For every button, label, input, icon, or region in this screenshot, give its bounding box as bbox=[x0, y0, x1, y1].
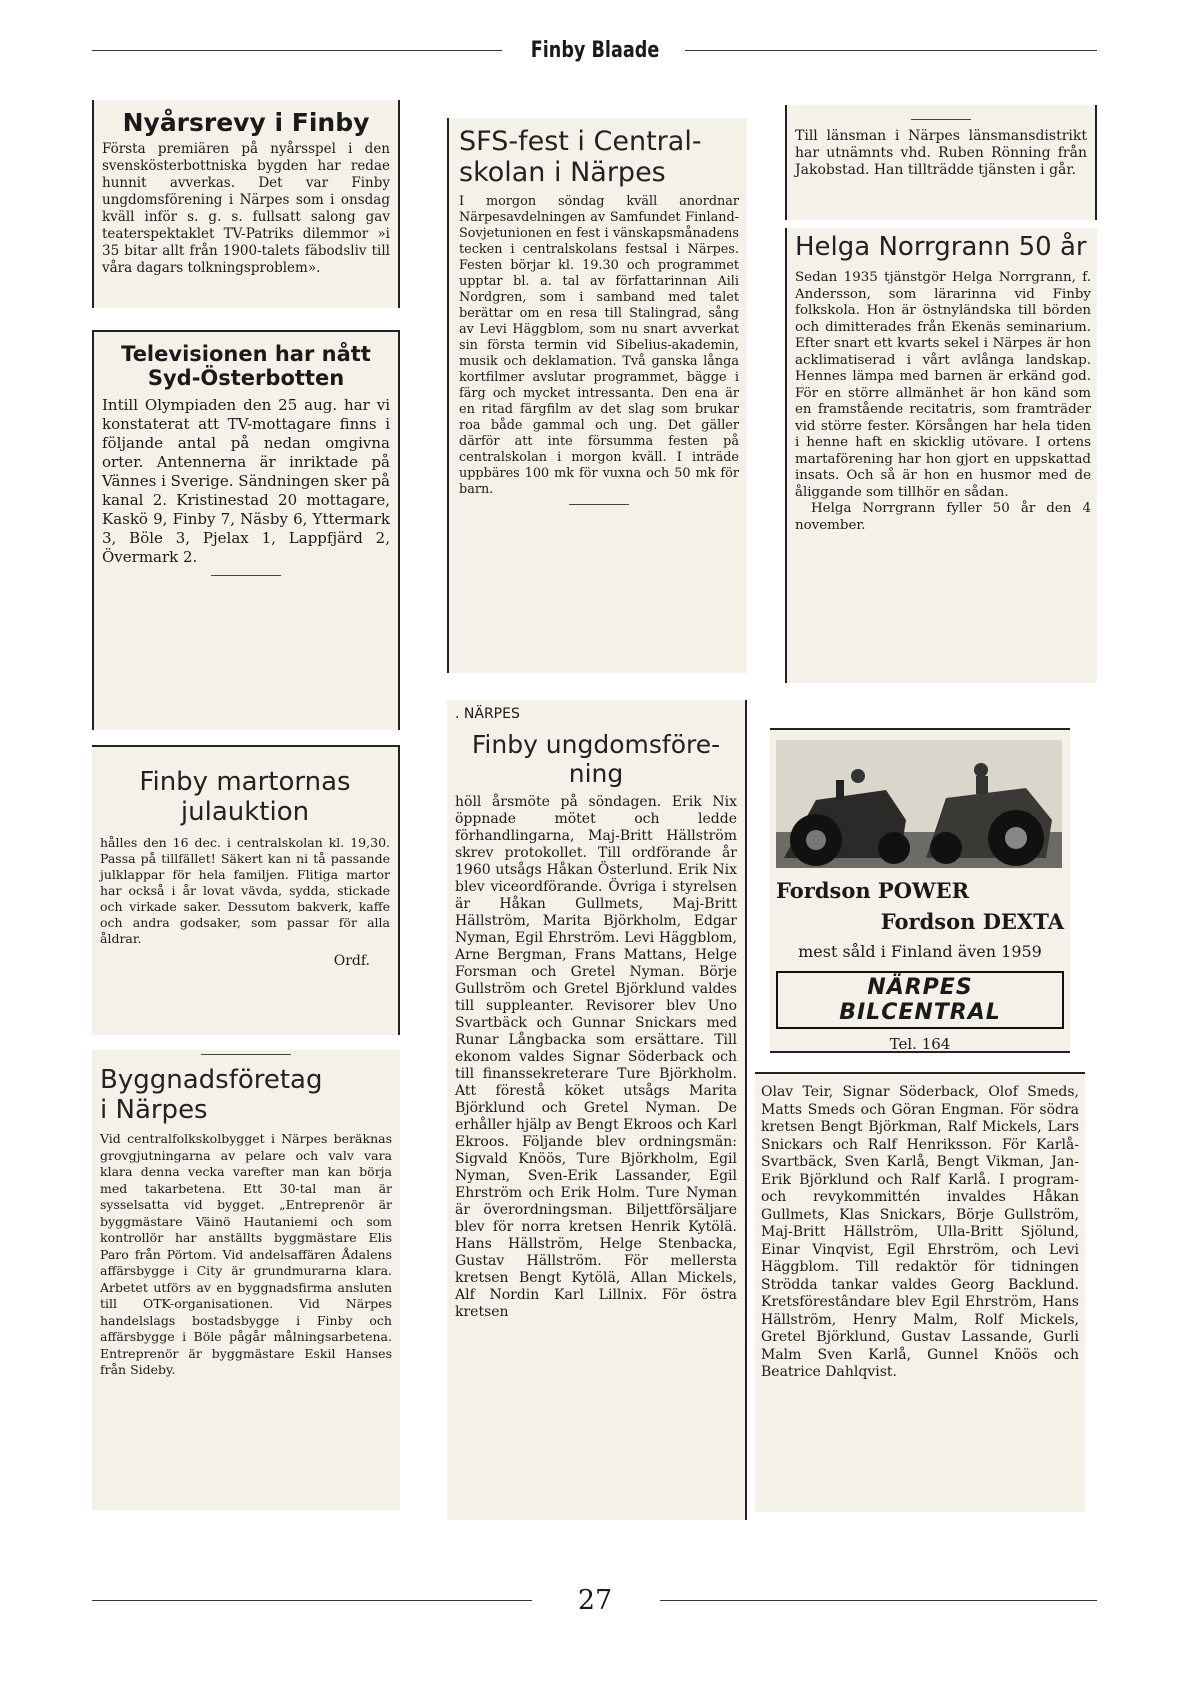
sfs-title-line2: skolan i Närpes bbox=[459, 157, 666, 188]
clipping-helga bbox=[785, 228, 1097, 683]
fordson-sales-line: mest såld i Finland även 1959 bbox=[798, 942, 1042, 961]
footer-rule-right bbox=[660, 1600, 1097, 1601]
byggnad-body: Vid centralfolkskolbygget i Närpes beräknas grovgjutningarna av pelare och valv vara klara denna vecka varefter man kan börja med takarbetena. Ett 30-tal man är sysselsatta vid bygget. „Entreprenör är byggmästare Väinö Hautaniemi och som kontrollör har anställts byggmästare Elis Paro från Pörtom. Vid andelsaffären Ådalens affärsbygge i City är grundmurarna klara. Arbetet utförs av en byggnadsfirma ansluten till OTK-organisationen. Vid Närpes handelslags bostadsbygge i Finby och affärsbygge i Böle pågår målningsarbetena. Entreprenör är byggmästare Eskil Hanses från Sideby. bbox=[100, 1131, 392, 1377]
clipping-ungdom-continuation bbox=[755, 1072, 1085, 1512]
clipping-sfs bbox=[447, 118, 747, 673]
page-header-title: Finby Blaade bbox=[530, 38, 660, 63]
clipping-nyarsrevy bbox=[92, 100, 400, 308]
footer-rule-left bbox=[92, 1600, 532, 1601]
byggnad-title-line1: Byggnadsföretag bbox=[100, 1065, 323, 1095]
ungdom-title-line2: ning bbox=[568, 759, 624, 788]
clipping-martornas bbox=[92, 745, 400, 1035]
clipping-ungdom bbox=[447, 700, 747, 1520]
sfs-body: I morgon söndag kväll anordnar Närpesavdelningen av Samfundet Finland-Sovjetunionen en fest i vänskapsmånadens tecken i centralskolans festsal i Närpes. Festen börjar kl. 19.30 och programmet upptar bl. a. tal av författarinnan Aili Nordgren, som i samband med talet berättar om en resa till Stalingrad, sång av Levi Häggblom, som nu snart avverkat sin första termin vid Sibelius-akademin, musik och deklamation. Två ganska långa kortfilmer avslutar programmet, bägge i färg och mycket intressanta. Den ena är en ritad färgfilm av det slag som brukar roa både gammal och ung. Det gäller därför att inte försumma festen på centralskolan i morgon kväll. I inträde uppbäres 100 mk för vuxna och 50 mk för barn. bbox=[459, 194, 739, 497]
sfs-title-line1: SFS-fest i Central- bbox=[459, 126, 702, 157]
fordson-telephone: Tel. 164 bbox=[889, 1035, 951, 1053]
clipping-televisionen bbox=[92, 330, 400, 730]
fordson-dexta-line: Fordson DEXTA bbox=[880, 909, 1064, 934]
page-number: 27 bbox=[577, 1585, 613, 1616]
lansman-body: Till länsman i Närpes länsmansdistrikt har utnämnts vhd. Ruben Rönning från Jakobstad. Han tillträdde tjänsten i går. bbox=[795, 128, 1087, 178]
fordson-advertisement bbox=[770, 728, 1070, 1053]
televisionen-end-rule bbox=[211, 575, 281, 576]
sfs-end-rule bbox=[569, 504, 629, 505]
clipping-lansman bbox=[785, 105, 1097, 220]
tractor-illustration bbox=[776, 740, 1062, 868]
helga-closing: Helga Norrgrann fyller 50 år den 4 november. bbox=[795, 501, 1091, 533]
header-rule-right bbox=[685, 50, 1097, 51]
lansman-top-rule bbox=[911, 119, 971, 120]
martornas-title-line2: julauktion bbox=[180, 797, 310, 827]
helga-body: Sedan 1935 tjänstgör Helga Norrgrann, f. Andersson, som lärarinna vid Finby folkskola. Hon är östnyländska till börden och dimitterades från Ekenäs seminarium. Efter snart ett kvarts sekel i Närpes är hon acklimatiserad i vårt avlånga landskap. Hennes lämpa med barnen är erkänd god. För en större allmänhet är hon känd som en framstående recitatris, som framträder vid större fester. Körsången har hela tiden i henne haft en skicklig utövare. I ortens martaförening har hon gjort en uppskattad insats. Och så är hon en husmor med de åliggande som tillhör en sådan. bbox=[795, 270, 1091, 500]
clipping-byggnad bbox=[92, 1050, 400, 1510]
nyarsrevy-title: Nyårsrevy i Finby bbox=[122, 108, 370, 137]
ungdom-body: höll årsmöte på söndagen. Erik Nix öppnade mötet och ledde förhandlingarna, Maj-Britt Hällström skrev protokollet. Till ordförande år 1960 utsågs Håkan Österlund. Erik Nix blev viceordförande. Övriga i styrelsen är Håkan Gullmets, Maj-Britt Hällström, Marita Björkholm, Edgar Nyman, Egil Ehrström. Levi Häggblom, Arne Bergman, Frans Mattans, Helge Forsman och Gretel Nyman. Börje Gullström och Gretel Björklund valdes till suppleanter. Revisorer blev Uno Svartbäck och Gunnar Snickars med Runar Långbacka som ersättare. Till ekonom valdes Signar Söderback och till finanssekreterare Ture Björkholm. Att förestå köket utsågs Marita Björklund och Gretel Nyman. De erhåller hjälp av Bengt Ekroos och Karl Ekroos. Följande blev ordningsmän: Sigvald Knöös, Ture Björkholm, Egil Nyman, Sven-Erik Lassander, Egil Ehrström och Erik Holm. Ture Nyman är överordningsman. Biljettförsäljare blev för norra kretsen Henrik Kytölä. Hans Hällström, Helge Stenbacka, Gustav Hällström. För mellersta kretsen Bengt Kytölä, Allan Mickels, Alf Nordin Karl Lillnix. För östra kretsen bbox=[455, 794, 737, 1320]
header-rule-left bbox=[92, 50, 502, 51]
televisionen-body: Intill Olympiaden den 25 aug. har vi konstaterat att TV-mottagare finns i följande antal på nedan omgivna orter. Antennerna är inriktade på Vännes i Sverige. Sändningen sker på kanal 2. Kristinestad 20 mottagare, Kaskö 9, Finby 7, Näsby 6, Yttermark 3, Böle 3, Pjelax 1, Lappfjärd 2, Övermark 2. bbox=[102, 396, 390, 566]
ungdom-kicker: . NÄRPES bbox=[455, 706, 520, 722]
fordson-power-line: Fordson POWER bbox=[776, 878, 970, 903]
martornas-title-line1: Finby martornas bbox=[139, 767, 351, 797]
ungdom-continuation-body: Olav Teir, Signar Söderback, Olof Smeds, Matts Smeds och Göran Engman. För södra kretsen Bengt Björkman, Ralf Mickels, Lars Snickars och Ralf Henriksson. För Karlå-Svartbäck, Sven Karlå, Bengt Vikman, Jan-Erik Björklund och Ralf Karlå. I program- och revykommittén invaldes Håkan Gullmets, Klas Snickars, Börje Gullström, Maj-Britt Hällström, Ulla-Britt Sjölund, Einar Vinqvist, Egil Ehrström, och Levi Häggblom. Till redaktör för tidningen Strödda tankar valdes Georg Backlund. Kretsförestândare blev Egil Ehrström, Hans Hällström, Henry Malm, Rolf Mickels, Gretel Björklund, Gustav Lassande, Gurli Malm Sven Karlå, Gunnel Knöös och Beatrice Dahlqvist. bbox=[761, 1084, 1079, 1380]
byggnad-top-rule bbox=[201, 1054, 291, 1055]
televisionen-title-line2: Syd-Österbotten bbox=[147, 366, 345, 390]
byggnad-title-line2: i Närpes bbox=[100, 1095, 208, 1125]
martornas-signature: Ordf. bbox=[333, 953, 370, 969]
martornas-body: hålles den 16 dec. i centralskolan kl. 19,30. Passa på tillfället! Säkert kan ni tå passande julklappar för hela familjen. Flitiga martor har också i år lovat vävda, sydda, stickade och virkade saker. Dessutom bakverk, kaffe och andra godsaker, som passar för alla åldrar. bbox=[100, 835, 390, 946]
ungdom-title-line1: Finby ungdomsföre- bbox=[471, 730, 721, 759]
nyarsrevy-body: Första premiären på nyårsspel i den svenskösterbottniska bygden har redae hunnit avverkas. Det var Finby ungdomsförening i Närpes som i onsdag kväll inför s. g. s. fullsatt salong gav teaterspektaklet TV-Patriks dilemmor »i 35 bitar allt från 1900-talets fäbodsliv till våra dagars tolkningsproblem». bbox=[102, 141, 390, 276]
narpes-bilcentral-logo: NÄRPES BILCENTRAL bbox=[776, 971, 1064, 1029]
televisionen-title-line1: Televisionen har nått bbox=[121, 342, 371, 366]
helga-title: Helga Norrgrann 50 år bbox=[795, 232, 1087, 262]
